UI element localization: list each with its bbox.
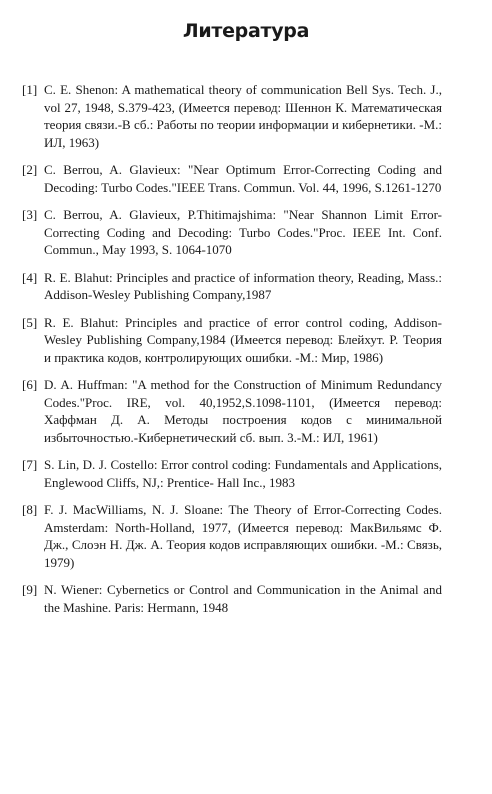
reference-number: [9]: [22, 582, 38, 597]
reference-number: [4]: [22, 269, 38, 285]
reference-number: [1]: [22, 82, 38, 97]
reference-item: [22, 161, 442, 196]
reference-item: [22, 581, 442, 616]
reference-number: [6]: [22, 377, 38, 392]
reference-text: C. E. Shenon: A mathematical theory of communication Bell Sys. Tech. J., vol 27, 1948, S.379-423, (Имеется перевод: Шеннон К. Математическая теория связи.-В сб.: Работы по теории информации и кибернетики. -М.: ИЛ, 1963): [44, 82, 442, 150]
reference-text: D. A. Huffman: "A method for the Construction of Minimum Redundancy Codes."Proc. IRE, vol. 40,1952,S.1098-1101, (Имеется перевод: Хаффман Д. А. Методы построения кодов с минимальной избыточностью.-Кибернетический сб. вып. 3.-М.: ИЛ, 1961): [44, 377, 442, 445]
reference-number: [8]: [22, 502, 38, 517]
page-title: Литература: [182, 20, 310, 42]
reference-number: [3]: [22, 207, 38, 222]
reference-text: N. Wiener: Cybernetics or Control and Communication in the Animal and the Mashine. Paris: Hermann, 1948: [44, 582, 442, 615]
reference-item: [22, 376, 442, 446]
reference-text: S. Lin, D. J. Costello: Error control coding: Fundamentals and Applications, Englewood Cliffs, NJ,: Prentice- Hall Inc., 1983: [44, 457, 442, 490]
reference-number: [5]: [22, 314, 38, 330]
reference-item: [22, 456, 442, 491]
reference-item: [22, 501, 442, 571]
reference-item: [22, 269, 442, 304]
reference-item: [22, 81, 442, 151]
reference-number: [2]: [22, 162, 38, 177]
reference-text: R. E. Blahut: Principles and practice of information theory, Reading, Mass.: Addison-Wesley Publishing Company,1987: [44, 269, 442, 302]
reference-item: [22, 314, 442, 367]
reference-text: C. Berrou, A. Glavieux, P.Thitimajshima: "Near Shannon Limit Error-Correcting Coding and Decoding: Turbo Codes."Proc. IEEE Int. Conf. Commun., May 1993, S. 1064-1070: [44, 207, 442, 257]
reference-list: [22, 81, 442, 616]
reference-item: [22, 206, 442, 259]
reference-text: C. Berrou, A. Glavieux: "Near Optimum Error-Correcting Coding and Decoding: Turbo Codes."IEEE Trans. Commun. Vol. 44, 1996, S.1261-1270: [44, 162, 442, 195]
reference-text: R. E. Blahut: Principles and practice of error control coding, Addison-Wesley Publishing Company,1984 (Имеется перевод: Блейхут. Р. Теория и практика кодов, контролирующих ошибки. -М.: Мир, 1986): [44, 314, 442, 365]
reference-text: F. J. MacWilliams, N. J. Sloane: The Theory of Error-Correcting Codes. Amsterdam: North-Holland, 1977, (Имеется перевод: МакВильямс Ф. Дж., Слоэн Н. Дж. А. Теория кодов исправляющих ошибки. -М.: Связь, 1979): [44, 502, 442, 570]
reference-number: [7]: [22, 457, 38, 472]
